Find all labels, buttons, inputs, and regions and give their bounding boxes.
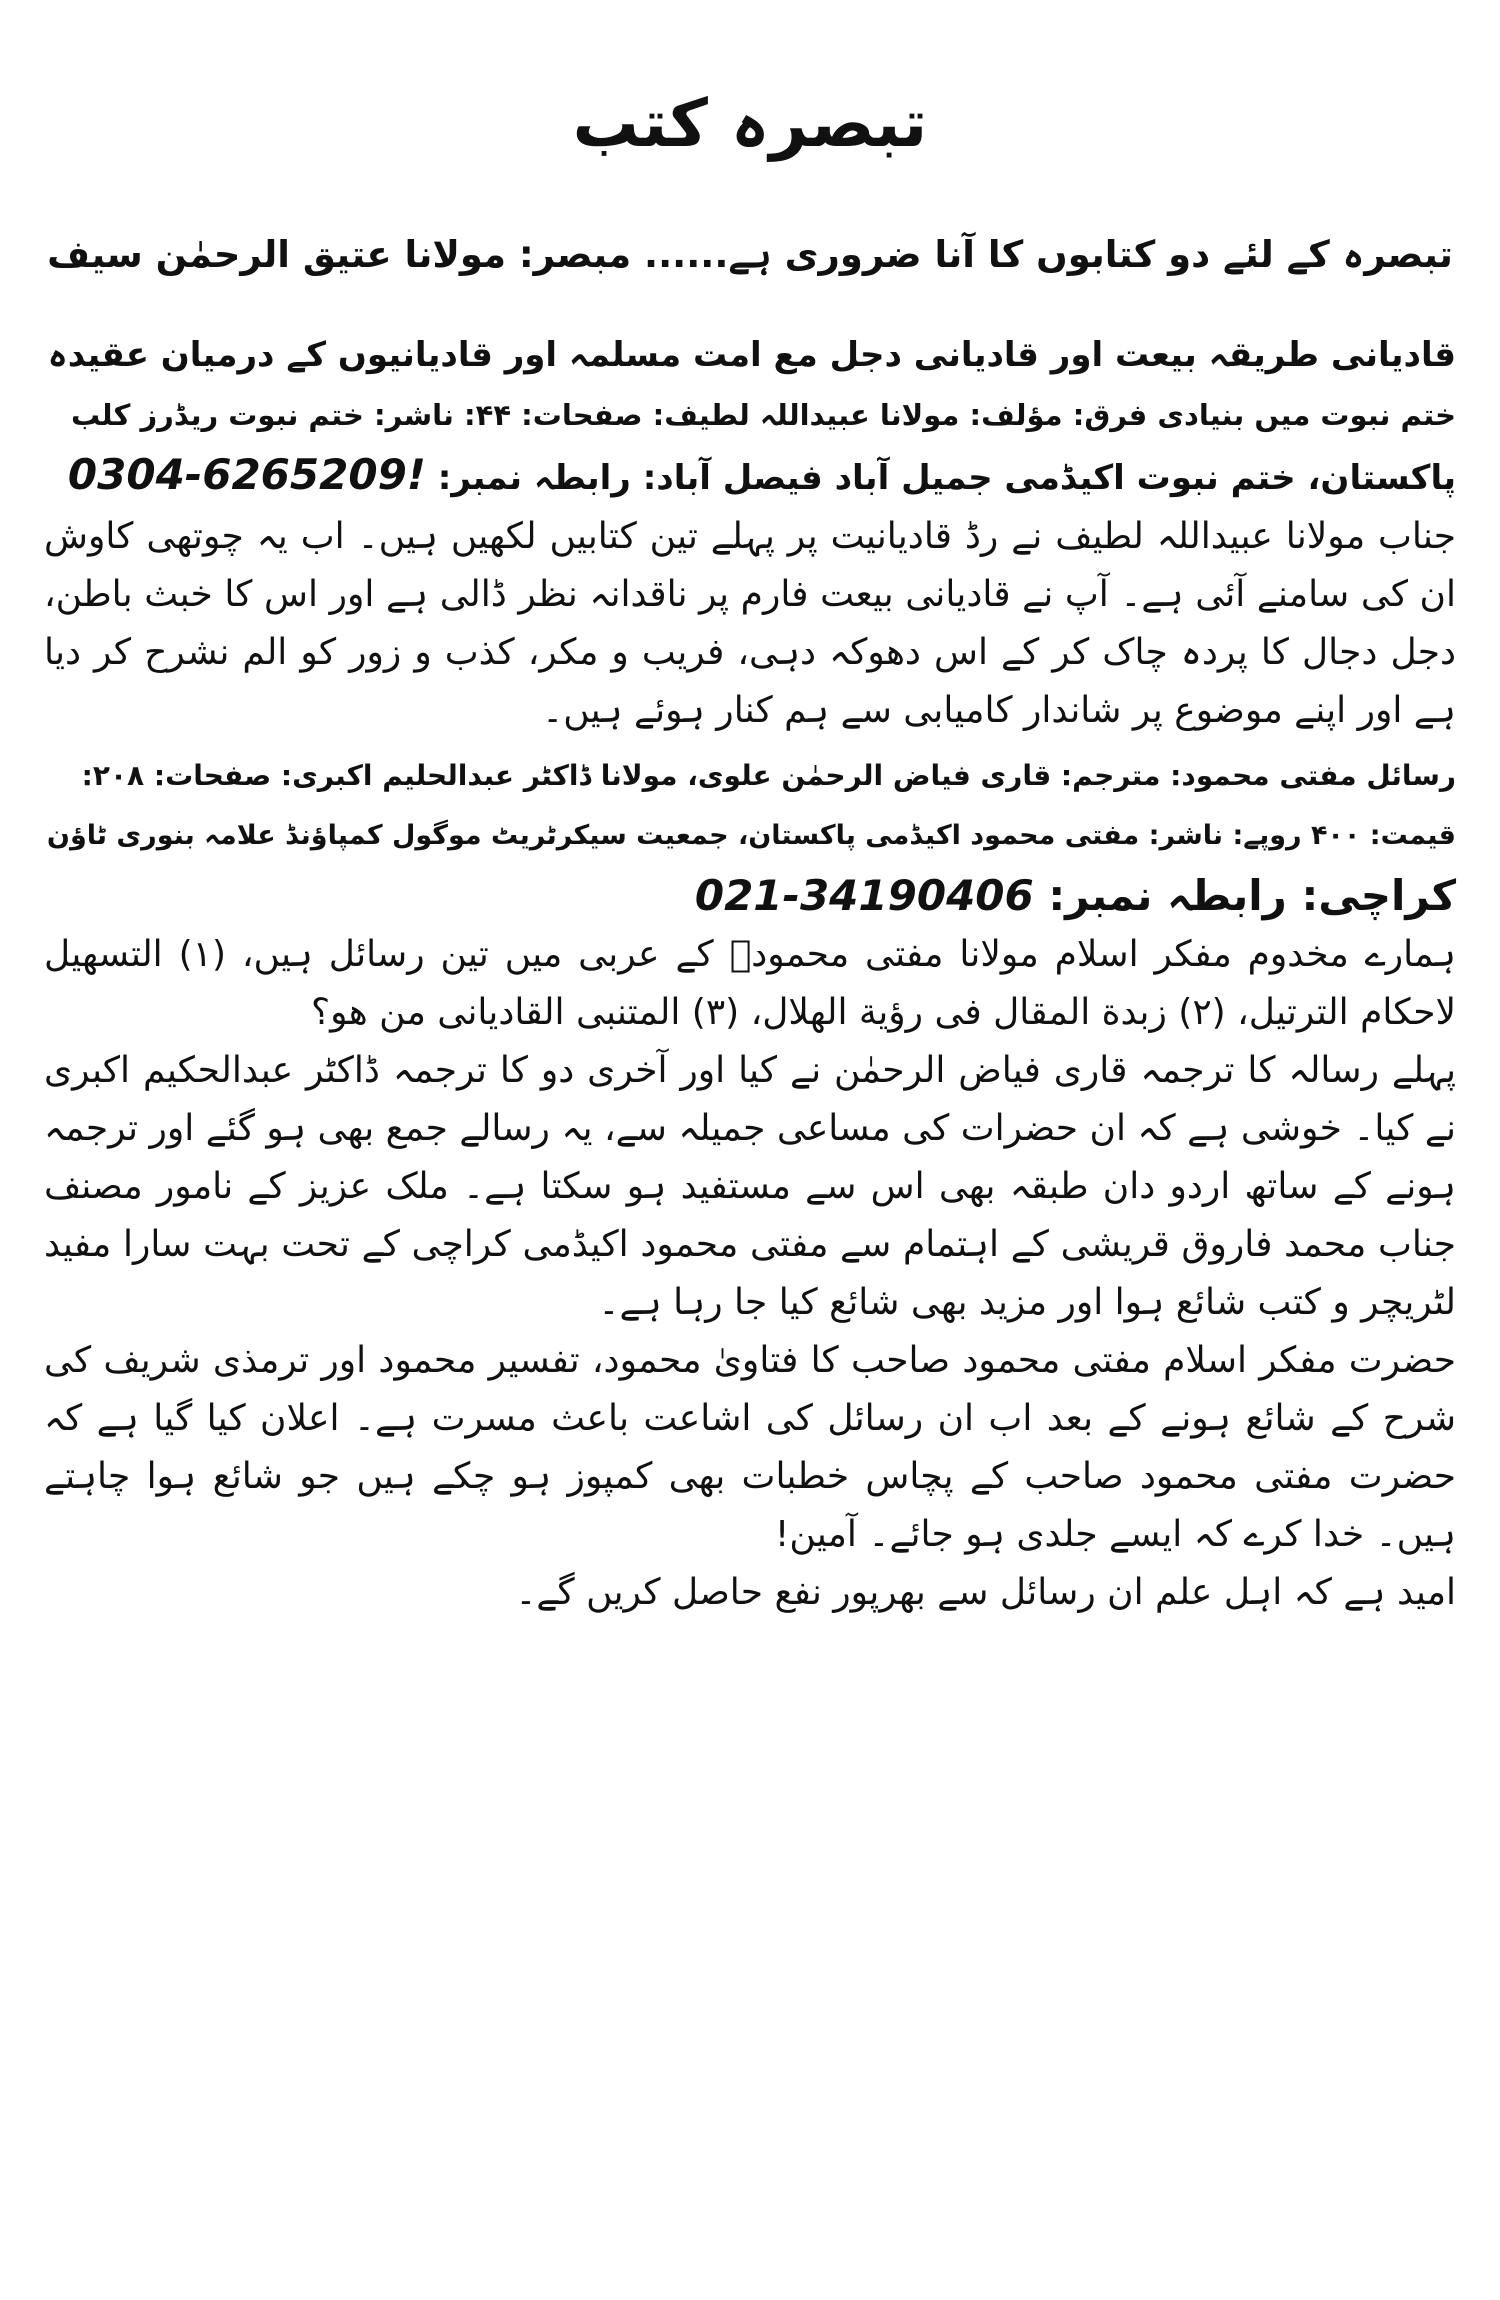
book2-contact-label: کراچی: رابطہ نمبر: [1048,870,1456,920]
book1-heading-line-2: ختم نبوت میں بنیادی فرق: مؤلف: مولانا عبیداللہ لطیف: صفحات: ۴۴: ناشر: ختم نبوت ریڈرز کلب [70,397,1456,432]
book2-heading [44,746,1456,926]
subtitle-reviewer-note: تبصرہ کے لئے دو کتابوں کا آنا ضروری ہے...... مبصر: مولانا عتیق الرحمٰن سیف [47,232,1453,276]
book2-heading-line-2: قیمت: ۴۰۰ روپے: ناشر: مفتی محمود اکیڈمی پاکستان، جمعیت سیکرٹریٹ موگول کمپاؤنڈ علامہ بنوری ٹاؤن [46,819,1456,851]
book1-publisher-text: پاکستان، ختم نبوت اکیڈمی جمیل آباد فیصل آباد: رابطہ نمبر: [437,457,1456,498]
book2-review-paragraph-4: امید ہے کہ اہل علم ان رسائل سے بھرپور نفع حاصل کریں گے۔ [515,1571,1456,1613]
book-review-2 [44,746,1456,1622]
book2-phone-number: 021-34190406 [694,870,1034,920]
book2-review-paragraph-2: پہلے رسالہ کا ترجمہ قاری فیاض الرحمٰن نے کیا اور آخری دو کا ترجمہ ڈاکٹر عبدالحکیم اکبری نے کیا۔ خوشی ہے کہ ان حضرات کی مساعی جمیلہ سے، یہ رسالے جمع بھی ہو گئے اور ترجمہ ہونے کے ساتھ اردو دان طبقہ بھی اس سے مستفید ہو سکتا ہے۔ ملک عزیز کے نامور مصنف جناب محمد فاروق قریشی کے اہتمام سے مفتی محمود اکیڈمی کراچی کے تحت بہت سارا مفید لٹریچر و کتب شائع ہوا اور مزید بھی شائع کیا جا رہا ہے۔ [44,1049,1456,1323]
book2-review-paragraph-1: ہمارے مخدوم مفکر اسلام مولانا مفتی محمودؒ کے عربی میں تین رسائل ہیں، (۱) التسهيل لاحكام الترتيل، (۲) زبدة المقال فی رؤية الهلال، (۳) المتنبی القادیانی من هو؟ [44,933,1456,1033]
book2-heading-line-1: رسائل مفتی محمود: مترجم: قاری فیاض الرحمٰن علوی، مولانا ڈاکٹر عبدالحلیم اکبری: صفحات: ۲۰۸: [81,758,1456,792]
book1-review-text: جناب مولانا عبیداللہ لطیف نے رڈ قادیانیت پر پہلے تین کتابیں لکھیں ہیں۔ اب یہ چوتھی کاوش ان کی سامنے آئی ہے۔ آپ نے قادیانی بیعت فارم پر ناقدانہ نظر ڈالی ہے اور اس کا خبث باطن، دجل دجال کا پردہ چاک کر کے اس دھوکہ دہی، فریب و مکر، کذب و زور کو الم نشرح کر دیا ہے اور اپنے موضوع پر شاندار کامیابی سے ہم کنار ہوئے ہیں۔ [44,515,1456,731]
book1-phone-number: 0304-6265209! [67,449,426,499]
book1-heading [44,325,1456,508]
page-title: تبصرہ کتب [572,85,928,162]
book2-heading-line-3 [44,866,1456,926]
book-review-1 [44,325,1456,740]
book2-review-paragraph-3: حضرت مفکر اسلام مفتی محمود صاحب کا فتاویٰ محمود، تفسیر محمود اور ترمذی شریف کی شرح کے شائع ہونے کے بعد اب ان رسائل کی اشاعت باعث مسرت ہے۔ اعلان کیا گیا ہے کہ حضرت مفتی محمود صاحب کے پچاس خطبات بھی کمپوز ہو چکے ہیں جو شائع ہوا چاہتے ہیں۔ خدا کرے کہ ایسے جلدی ہو جائے۔ آمین! [44,1339,1456,1555]
book1-heading-line-3 [44,445,1456,508]
book1-heading-line-1: قادیانی طریقہ بیعت اور قادیانی دجل مع امت مسلمہ اور قادیانیوں کے درمیان عقیدہ [47,334,1456,375]
